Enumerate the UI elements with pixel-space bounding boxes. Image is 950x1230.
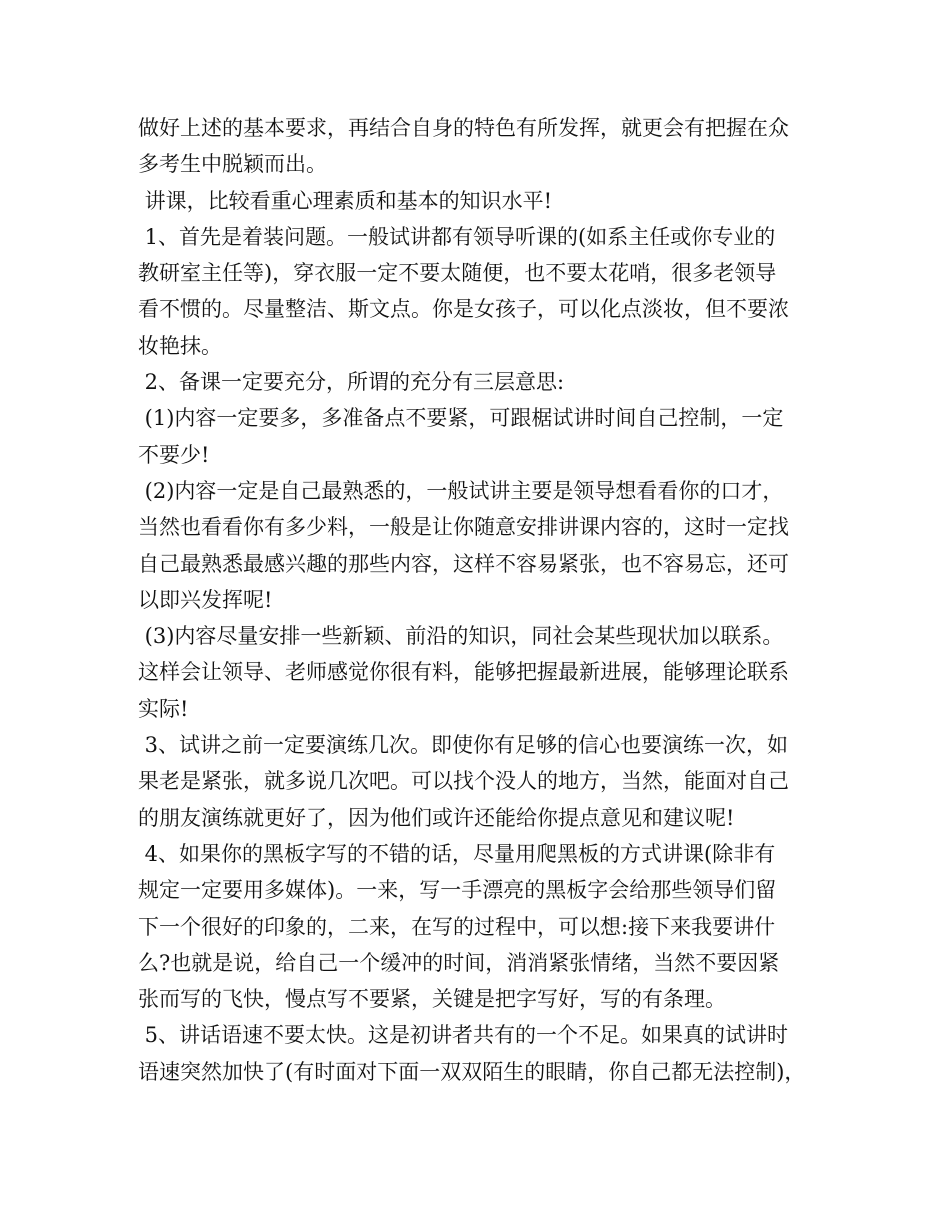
text-line: 当然也看看你有多少料，一般是让你随意安排讲课内容的，这时一定找 — [138, 515, 789, 540]
text-line: 张而写的飞快，慢点写不要紧，关键是把字写好，写的有条理。 — [138, 987, 726, 1012]
text-line: 2、备课一定要充分，所谓的充分有三层意思: — [138, 370, 565, 395]
text-line: 讲课，比较看重心理素质和基本的知识水平! — [138, 188, 553, 213]
text-line: 自己最熟悉最感兴趣的那些内容，这样不容易紧张，也不容易忘，还可 — [138, 551, 789, 576]
text-line: (1)内容一定要多，多准备点不要紧，可跟椐试讲时间自己控制，一定 — [138, 406, 784, 431]
text-line: 教研室主任等)，穿衣服一定不要太随便，也不要太花哨，很多老领导 — [138, 261, 777, 286]
text-line: 妆艳抹。 — [138, 333, 222, 358]
text-line: 做好上述的基本要求，再结合自身的特色有所发挥，就更会有把握在众 — [138, 116, 789, 140]
text-line: 这样会让领导、老师感觉你很有料，能够把握最新进展，能够理论联系 — [138, 660, 789, 685]
text-line: 实际! — [138, 696, 189, 721]
text-line: 3、试讲之前一定要演练几次。即使你有足够的信心也要演练一次，如 — [138, 733, 789, 758]
text-line: 的朋友演练就更好了，因为他们或许还能给你提点意见和建议呢! — [138, 805, 735, 830]
text-line: (3)内容尽量安排一些新颖、前沿的知识，同社会某些现状加以联系。 — [138, 624, 784, 649]
text-line: 5、讲话语速不要太快。这是初讲者共有的一个不足。如果真的试讲时 — [138, 1023, 789, 1048]
text-line: 么?也就是说，给自己一个缓冲的时间，消消紧张情绪，当然不要因紧 — [138, 950, 780, 975]
text-line: 看不惯的。尽量整洁、斯文点。你是女孩子，可以化点淡妆，但不要浓 — [138, 297, 789, 322]
text-line: 不要少! — [138, 442, 210, 467]
text-line: (2)内容一定是自己最熟悉的，一般试讲主要是领导想看看你的口才， — [138, 478, 784, 503]
text-line: 果老是紧张，就多说几次吧。可以找个没人的地方，当然，能面对自己 — [138, 769, 789, 794]
text-line: 规定一定要用多媒体)。一来，写一手漂亮的黑板字会给那些领导们留 — [138, 878, 777, 903]
text-line: 1、首先是着装问题。一般试讲都有领导听课的(如系主任或你专业的 — [138, 224, 776, 249]
text-line: 以即兴发挥呢! — [138, 587, 273, 612]
document-body — [138, 110, 828, 1090]
text-line: 多考生中脱颖而出。 — [138, 152, 327, 177]
text-line: 下一个很好的印象的，二来，在写的过程中，可以想:接下来我要讲什 — [138, 914, 776, 939]
text-line: 4、如果你的黑板字写的不错的话，尽量用爬黑板的方式讲课(除非有 — [138, 841, 776, 866]
text-line: 语速突然加快了(有时面对下面一双双陌生的眼睛，你自己都无法控制)， — [138, 1059, 806, 1084]
